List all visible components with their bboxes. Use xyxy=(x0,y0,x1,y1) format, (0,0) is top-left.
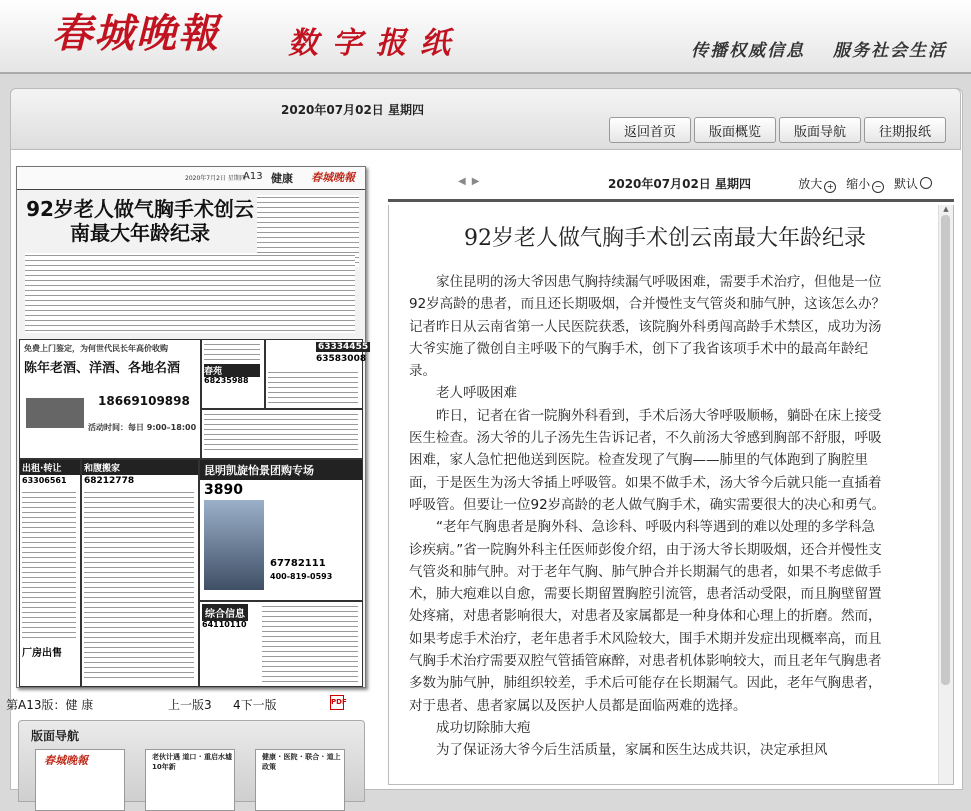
page-info-bar xyxy=(6,694,372,712)
article-arrows xyxy=(458,176,485,187)
ad-real-estate[interactable] xyxy=(199,459,363,601)
building-image xyxy=(204,500,264,590)
zoom-controls xyxy=(792,175,932,193)
ad-text xyxy=(84,490,194,680)
site-slogan xyxy=(671,36,947,61)
article-paragraph: 昨日，记者在省一院胸外科看到，手术后汤大爷呼吸顺畅，躺卧在床上接受医生检查。汤大爷的儿子汤先生告诉记者，不久前汤大爷感到胸部不舒服，呼吸困难，家人急忙把他送到医院。检查发现了气胸——肺里的气体跑到了胸腔里面，于是医生为汤大爷插上呼吸管。如果不做手术，汤大爷今后就只能一直插着呼吸管。但要让一位92岁高龄的老人做气胸手术，确实需要很大的决心和勇气。 xyxy=(409,407,886,513)
ad-real-estate-title: 昆明凯旋怡景团购专场 xyxy=(200,460,362,480)
page-nav-panel xyxy=(18,720,365,802)
ad-moving[interactable] xyxy=(81,459,199,687)
scroll-up-icon[interactable]: ▲ xyxy=(943,205,949,213)
slogan-1: 传播权威信息 xyxy=(691,41,806,61)
article-date: 2020年07月02日 星期四 xyxy=(608,177,751,191)
home-button[interactable]: 返回首页 xyxy=(609,117,691,143)
ad-factory-title: 厂房出售 xyxy=(22,648,62,659)
page-thumb-2[interactable] xyxy=(145,749,235,811)
article-paragraph: 家住昆明的汤大爷因患气胸持续漏气呼吸困难，需要手术治疗，但他是一位92岁高龄的患者，而且还长期吸烟，合并慢性支气管炎和肺气肿，这该怎么办？记者昨日从云南省第一人民医院获悉，该院胸外科勇闯高龄手术禁区，成功为汤大爷实施了微创自主呼吸下的气胸手术，创下了我省该项手术中的最高年龄纪录。 xyxy=(409,274,886,380)
page-thumb-3[interactable] xyxy=(255,749,345,811)
current-page-label: 第A13版：健 康 xyxy=(6,698,94,712)
ad-moving-phone: 68212778 xyxy=(84,476,135,486)
ad-general[interactable] xyxy=(199,601,363,687)
plus-icon: + xyxy=(824,181,836,193)
thumb-text: 老伙计遇 道口 · 重启水墟 10年新 xyxy=(152,753,232,771)
next-arrow-icon[interactable]: ▶ xyxy=(471,176,480,187)
ad-liquor-time: 活动时间：每日 9:00–18:00 xyxy=(88,423,197,432)
article-content xyxy=(388,205,954,785)
ad-liquor-image xyxy=(26,398,84,428)
ad-phone-1: 63334455 xyxy=(318,342,369,352)
ad-rental-phone: 63306561 xyxy=(22,476,67,485)
paper-date: 2020年7月2日 星期四 xyxy=(185,175,246,182)
article-subheading: 老人呼吸困难 xyxy=(436,385,517,402)
ad-phone-2: 63583008 xyxy=(316,354,367,364)
newspaper-page-image[interactable] xyxy=(16,166,369,688)
ad-real-estate-phone: 67782111 xyxy=(270,558,326,569)
ad-rental-title: 出租·转让 xyxy=(20,460,80,475)
main-nav xyxy=(606,117,946,143)
paper-headline[interactable]: 92岁老人做气胸手术创云南最大年龄纪录 xyxy=(26,197,254,245)
issue-date: 2020年07月02日 星期四 xyxy=(281,103,424,117)
next-page-link[interactable]: 4下一版 xyxy=(233,698,277,712)
ad-liquor-title: 免费上门鉴定，为何世代民长年高价收购 xyxy=(24,344,168,353)
site-subtitle: 数字报纸 xyxy=(288,26,464,61)
paper-header xyxy=(17,167,365,190)
pdf-download-icon[interactable]: PDF xyxy=(330,695,344,710)
page-nav-button[interactable]: 版面导航 xyxy=(779,117,861,143)
page-thumb-1[interactable] xyxy=(35,749,125,811)
zoom-out-label: 缩小 xyxy=(846,177,871,191)
article-paragraph: “老年气胸患者是胸外科、急诊科、呼吸内科等遇到的难以处理的多学科急诊疾病。”省一院胸外科主任医师彭俊介绍，由于汤大爷长期吸烟，还合并慢性支气管炎和肺气肿。对于老年气胸、肺气肿合并长期漏气的患者，如果不考虑做手术，肺大疱难以自愈，需要长期留置胸腔引流管，患者活动受限，而且胸壁留置处疼痛，对患者影响很大，对患者及家属都是一种身体和心理上的折磨。然而，如果考虑手术治疗，老年患者手术风险较大，围手术期并发症出现概率高，而且气胸手术治疗需要双腔气管插管麻醉，对患者机体影响较大，而且老年气胸患者多数为肺气肿，肺组织较差，手术后可能存在长期漏气。因此，老年气胸患者，对于患者、患者家属以及医护人员都是面临两难的选择。 xyxy=(409,519,882,714)
thumb-text: 健康 · 医院 · 联合 · 道上政策 xyxy=(262,753,341,771)
article-paragraph: 为了保证汤大爷今后生活质量，家属和医生达成共识，决定承担风 xyxy=(436,742,828,759)
archive-button[interactable]: 往期报纸 xyxy=(864,117,946,143)
article-title: 92岁老人做气胸手术创云南最大年龄纪录 xyxy=(464,226,866,251)
page-nav-title: 版面导航 xyxy=(31,729,80,743)
prev-arrow-icon[interactable]: ◀ xyxy=(458,176,466,187)
header-divider xyxy=(0,72,971,74)
left-panel xyxy=(6,160,372,790)
article-panel xyxy=(388,163,954,783)
slogan-2: 服务社会生活 xyxy=(833,41,947,61)
ad-chunyuan-name: 春苑 xyxy=(204,364,260,377)
top-bar xyxy=(10,88,961,150)
ad-text xyxy=(262,604,358,682)
ad-text xyxy=(22,490,76,640)
thumb-logo: 春城晚報 xyxy=(44,754,88,767)
zoom-out-button[interactable] xyxy=(846,177,884,191)
ad-misc[interactable] xyxy=(201,409,363,459)
site-header xyxy=(0,0,971,74)
ad-text xyxy=(268,370,358,404)
ad-text xyxy=(204,412,358,454)
ad-liquor[interactable] xyxy=(19,339,201,459)
ad-text xyxy=(204,342,260,362)
zoom-default-button[interactable] xyxy=(894,177,932,191)
ad-moving-title: 和腹搬家 xyxy=(82,460,198,475)
ad-liquor-headline: 陈年老酒、洋酒、各地名酒 xyxy=(24,361,181,376)
article-scrollbar[interactable] xyxy=(938,205,953,784)
ad-real-estate-price: 3890 xyxy=(204,482,243,498)
ad-real-estate-phone-2: 400-819-0593 xyxy=(270,572,333,581)
minus-icon: − xyxy=(872,181,884,193)
page-overview-button[interactable]: 版面概览 xyxy=(694,117,776,143)
paper-page-number: A13 xyxy=(243,171,263,182)
zoom-default-label: 默认 xyxy=(893,177,918,191)
paper-logo: 春城晚報 xyxy=(311,171,355,184)
ad-rental[interactable] xyxy=(19,459,81,687)
ad-phones[interactable] xyxy=(265,339,369,409)
scroll-thumb[interactable] xyxy=(941,215,950,685)
article-subheading: 成功切除肺大疱 xyxy=(436,719,531,736)
zoom-in-button[interactable] xyxy=(798,177,836,191)
paper-text-block xyxy=(25,253,355,333)
ad-chunyuan-phone: 68235988 xyxy=(204,376,249,385)
prev-page-link[interactable]: 上一版3 xyxy=(168,698,212,712)
ad-liquor-phone: 18669109898 xyxy=(98,394,190,408)
ad-general-title: 综合信息 xyxy=(202,604,248,621)
ad-chunyuan[interactable] xyxy=(201,339,265,409)
article-controls xyxy=(388,163,954,202)
ad-general-phone: 64110110 xyxy=(202,620,247,629)
paper-section: 健康 xyxy=(271,172,293,185)
article-body xyxy=(409,271,887,762)
radio-icon xyxy=(920,177,932,189)
zoom-in-label: 放大 xyxy=(798,177,823,191)
site-logo[interactable]: 春城晚報 xyxy=(52,10,220,57)
